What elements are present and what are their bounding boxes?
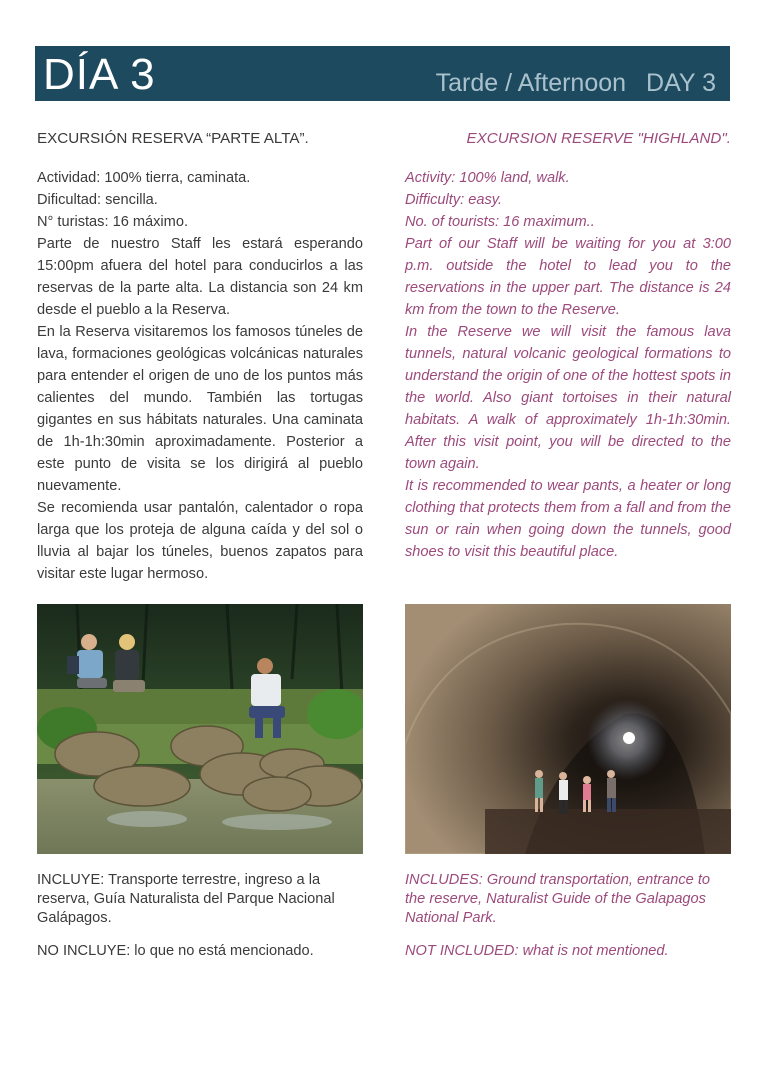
day-title-en: DAY 3 [646,69,716,97]
day-subtitle [436,68,716,98]
description-es [37,167,363,585]
english-column [405,128,731,563]
day-title-es: DÍA 3 [43,50,156,99]
spanish-column [37,128,363,585]
description-en [405,167,731,563]
difficulty-line-es: Dificultad: sencilla. [37,192,158,208]
tourists-line-en: No. of tourists: 16 maximum.. [405,214,595,230]
paragraph-es: En la Reserva visitaremos los famosos túneles de lava, formaciones geológicas volcánicas naturales para entender el origen de uno de los puntos más calientes del mundo. También las tortugas gigantes en sus hábitats naturales. Una caminata de 1h-1h:30min aproximadamente. Posterior a este punto de visita se los dirigirá al pueblo nuevamente. [37,324,363,494]
lava-tunnel-photo [405,604,731,854]
activity-line-es: Actividad: 100% tierra, caminata. [37,170,251,186]
day-header-bar [35,46,730,101]
paragraph-en: It is recommended to wear pants, a heater or long clothing that protects them from a fall and from the sun or rain when going down the tunnels, good shoes to visit this beautiful place. [405,478,731,560]
excursion-title-es: EXCURSIÓN RESERVA “PARTE ALTA”. [37,130,309,147]
activity-line-en: Activity: 100% land, walk. [405,170,570,186]
paragraph-en: In the Reserve we will visit the famous lava tunnels, natural volcanic geological formations to understand the origin of one of the hottest spots in the world. Also giant tortoises in their natural habitats. A walk of approximately 1h-1h:30min. After this visit point, you will be directed to the town again. [405,324,731,472]
not-included-en: NOT INCLUDED: what is not mentioned. [405,943,669,959]
not-included-es: NO INCLUYE: lo que no está mencionado. [37,943,314,959]
tortoise-photo [37,604,363,854]
footer-english [405,871,731,961]
tourists-line-es: N° turistas: 16 máximo. [37,214,189,230]
paragraph-es: Se recomienda usar pantalón, calentador o ropa larga que los proteja de alguna caída y del sol o lluvia al bajar los túneles, buenos zapatos para visitar este lugar hermoso. [37,500,363,582]
paragraph-es: Parte de nuestro Staff les estará esperando 15:00pm afuera del hotel para conducirlos a las reservas de la parte alta. La distancia son 24 km desde el pueblo a la Reserva. [37,236,363,318]
footer-spanish [37,871,363,961]
excursion-title-en: EXCURSION RESERVE "HIGHLAND". [466,130,731,147]
paragraph-en: Part of our Staff will be waiting for you at 3:00 p.m. outside the hotel to lead you to the reservations in the upper part. The distance is 24 km from the town to the Reserve. [405,236,731,318]
includes-en: INCLUDES: Ground transportation, entrance to the reserve, Naturalist Guide of the Galapagos National Park. [405,872,711,926]
time-of-day-label: Tarde / Afternoon [435,69,627,97]
includes-es: INCLUYE: Transporte terrestre, ingreso a la reserva, Guía Naturalista del Parque Nacional Galápagos. [37,872,335,926]
difficulty-line-en: Difficulty: easy. [405,192,503,208]
